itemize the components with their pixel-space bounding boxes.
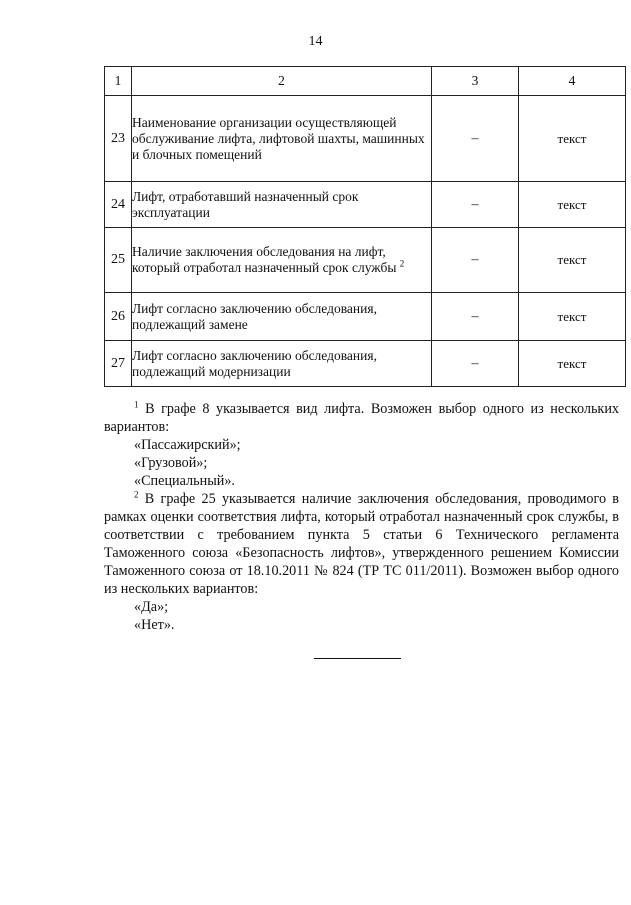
footnotes [104,400,619,634]
footnote-option: «Нет». [134,617,175,633]
column-header: 1 [105,67,132,96]
footnote-2 [104,490,619,598]
footnote-option: «Грузовой»; [134,455,208,471]
footnote-text: В графе 25 указывается наличие заключения обследования, проводимого в рамках оценки соответствия лифта, который отработал назначенный срок службы, в соответствии с требованием пункта 5 статьи 6 Технического регламента Таможенного союза «Безопасность лифтов», утвержденного решением Комиссии Таможенного союза от 18.10.2011 № 824 (ТР ТС 011/2011). Возможен выбор одного из нескольких вариантов: [104,491,620,597]
closing-line [314,658,401,659]
row-number: 23 [105,96,132,182]
page-number: 14 [308,34,323,49]
row-name: Наименование организации осуществляющей обслуживание лифта, лифтовой шахты, машинных и блочных помещений [132,96,432,182]
footnote-marker: 1 [134,399,139,410]
row-name: Лифт, отработавший назначенный срок эксплуатации [132,182,432,228]
row-name [132,228,432,293]
row-value: текст [519,228,626,293]
row-name: Лифт согласно заключению обследования, подлежащий модернизации [132,341,432,387]
row-dash: – [432,293,519,341]
column-header: 3 [432,67,519,96]
row-value: текст [519,341,626,387]
row-dash: – [432,96,519,182]
footnote-ref: 2 [399,258,405,269]
row-number: 26 [105,293,132,341]
row-name: Лифт согласно заключению обследования, подлежащий замене [132,293,432,341]
row-value: текст [519,96,626,182]
row-number: 25 [105,228,132,293]
footnote-option: «Пассажирский»; [134,437,241,453]
table-header-row [105,67,626,96]
table-row [105,182,626,228]
row-value: текст [519,182,626,228]
row-name-text: Наличие заключения обследования на лифт, который отработал назначенный срок службы [132,244,397,275]
table-row [105,228,626,293]
table-row [105,96,626,182]
row-dash: – [432,182,519,228]
footnote-option: «Специальный». [134,473,235,489]
footnote-option: «Да»; [134,599,169,615]
row-dash: – [432,341,519,387]
table-row [105,293,626,341]
data-table [104,66,626,387]
footnote-text: В графе 8 указывается вид лифта. Возможен выбор одного из нескольких вариантов: [104,401,620,435]
row-dash: – [432,228,519,293]
table-row [105,341,626,387]
footnote-marker: 2 [134,489,139,500]
footnote-1 [104,400,619,436]
row-value: текст [519,293,626,341]
row-number: 27 [105,341,132,387]
row-number: 24 [105,182,132,228]
column-header: 4 [519,67,626,96]
column-header: 2 [132,67,432,96]
